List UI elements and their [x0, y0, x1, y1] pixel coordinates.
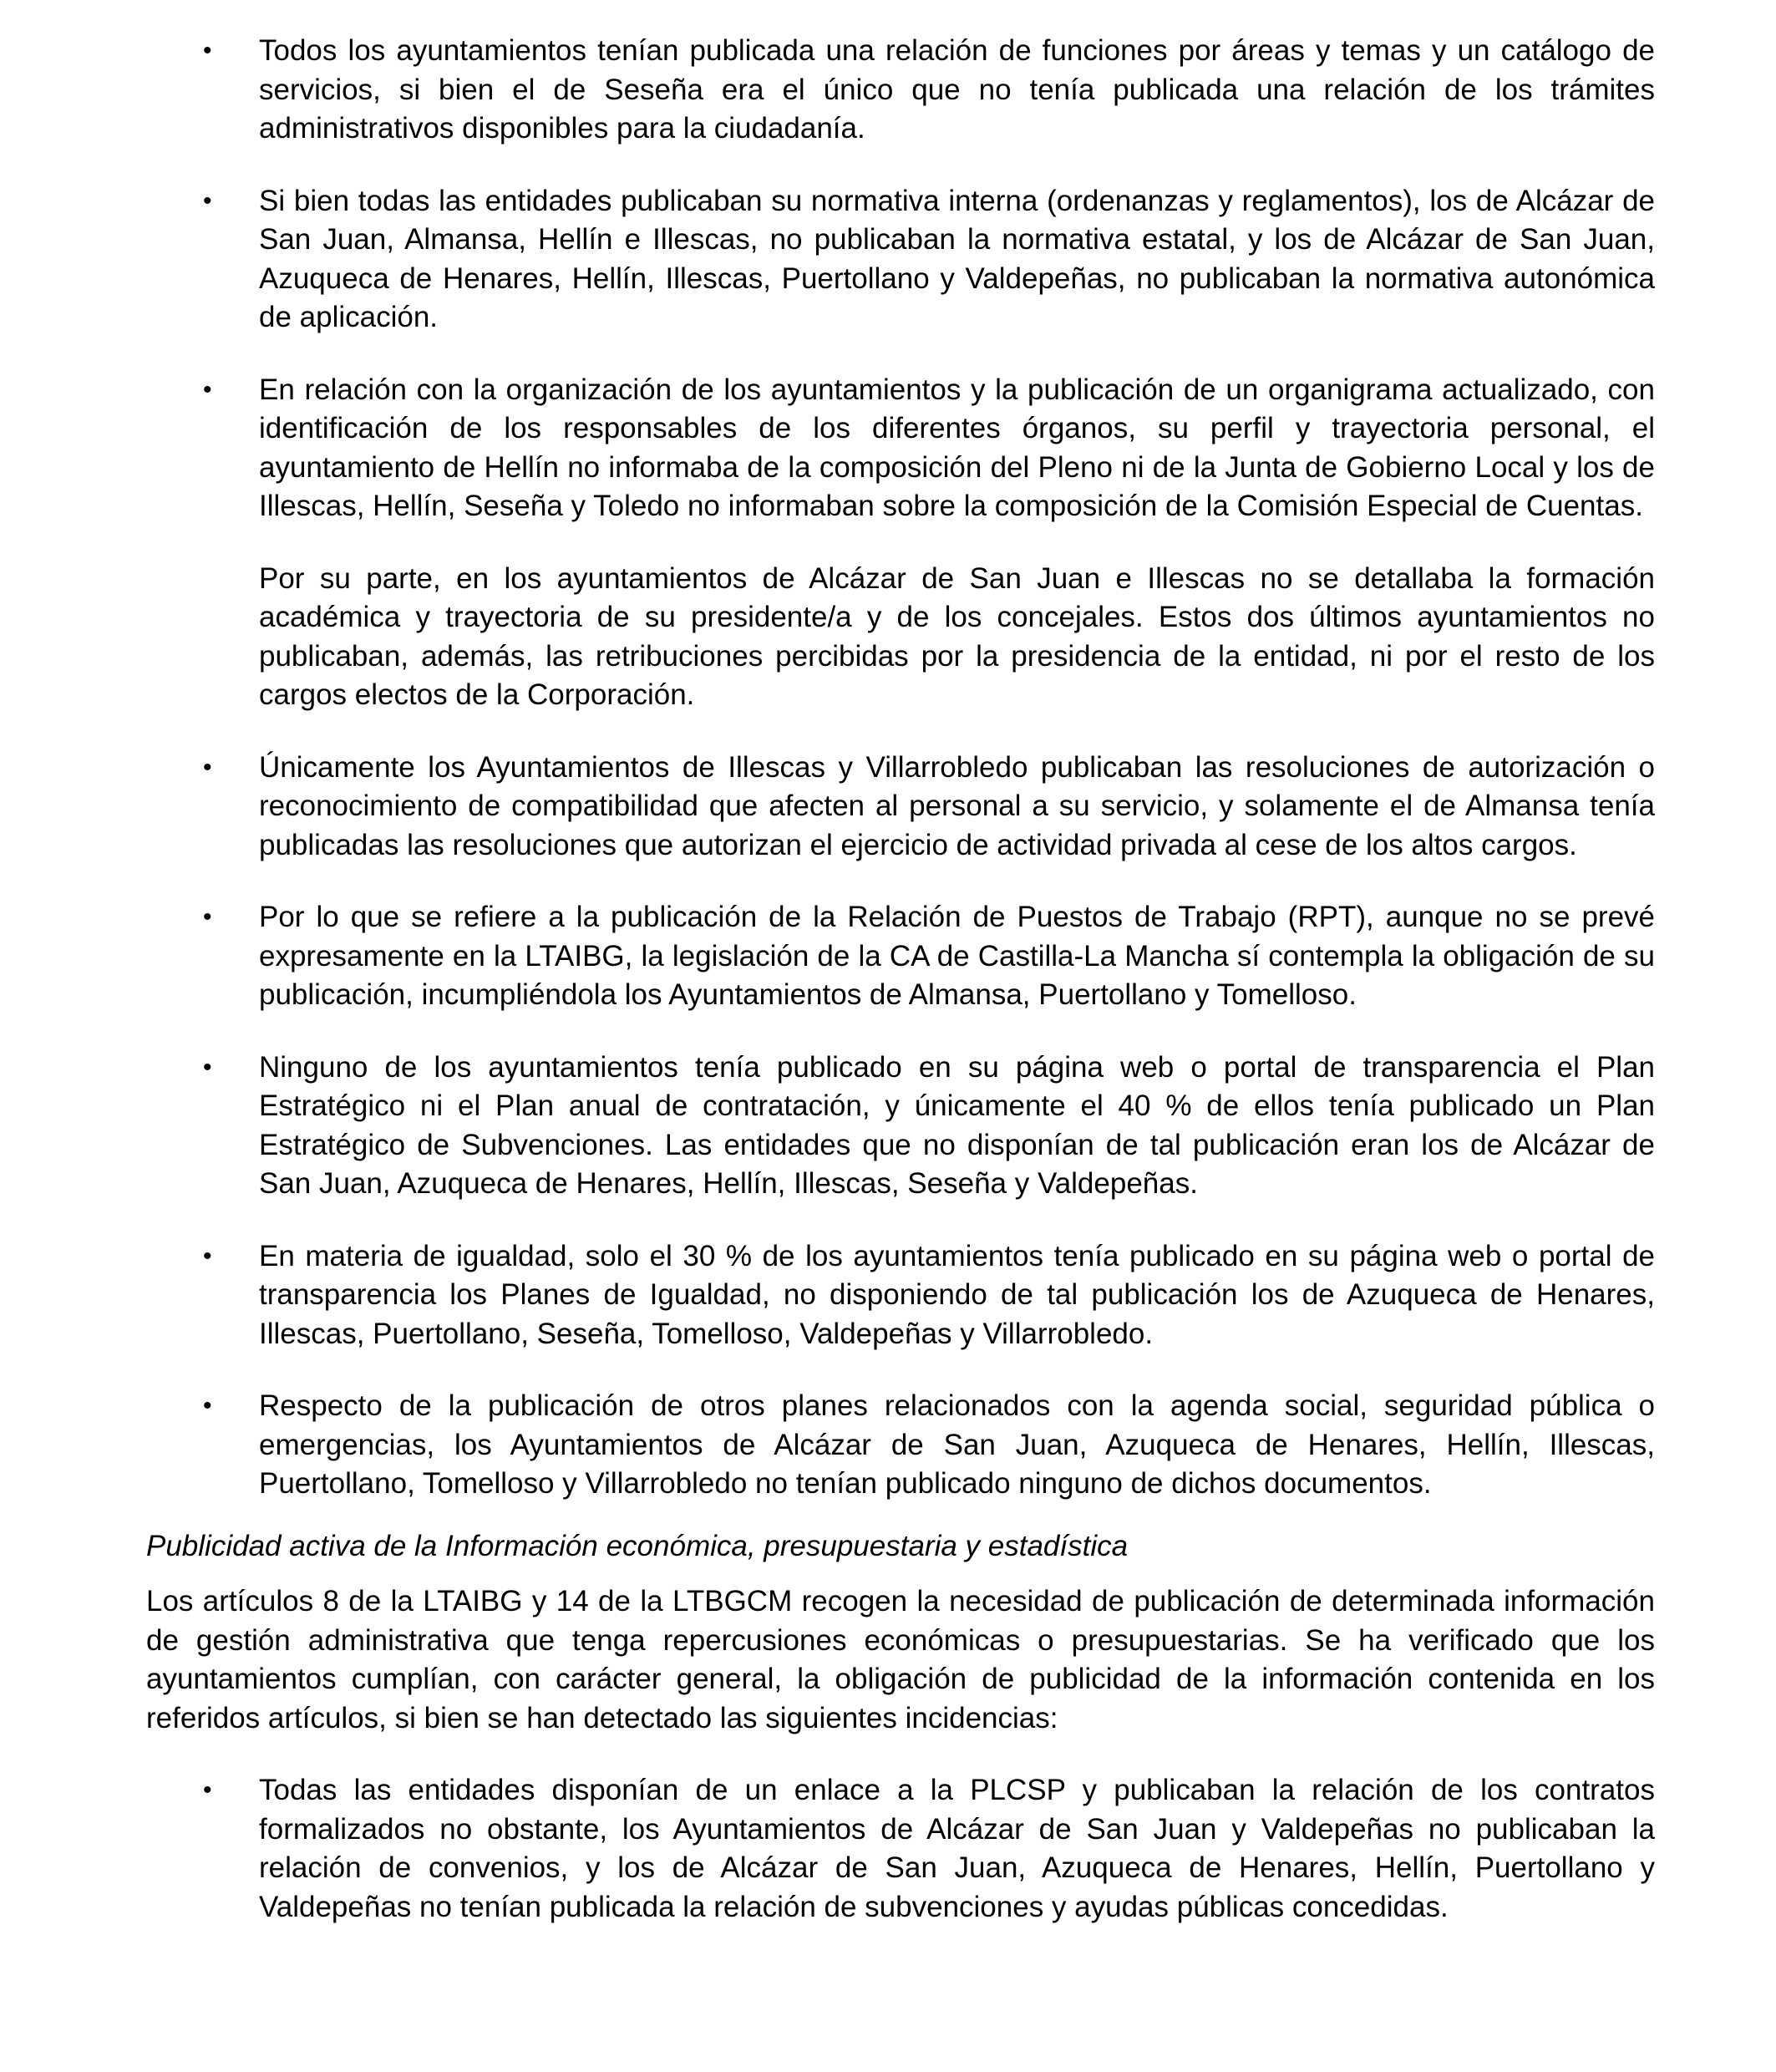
list-item [146, 182, 1655, 338]
list-item-text: Ninguno de los ayuntamientos tenía publicado en su página web o portal de transparencia el Plan Estratégico ni el Plan anual de contratación, y únicamente el 40 % de ellos tenía publicado un Plan Estratégico de Subvenciones. Las entidades que no disponían de tal publicación eran los de Alcázar de San Juan, Azuqueca de Henares, Hellín, Illescas, Seseña y Valdepeñas. [259, 1050, 1655, 1200]
list-item [146, 371, 1655, 715]
bullet-list-2 [146, 1771, 1655, 1927]
section-subheading: Publicidad activa de la Información económica, presupuestaria y estadística [146, 1529, 1129, 1562]
bullet-icon: • [203, 375, 212, 404]
list-item-text: Por lo que se refiere a la publicación de la Relación de Puestos de Trabajo (RPT), aunque no se prevé expresamente en la LTAIBG, la legislación de la CA de Castilla-La Mancha sí contempla la obligación de su publicación, incumpliéndola los Ayuntamientos de Almansa, Puertollano y Tomelloso. [259, 901, 1655, 1011]
bullet-icon: • [203, 1392, 212, 1419]
bullet-icon: • [203, 903, 212, 931]
list-item [146, 749, 1655, 866]
bullet-icon: • [203, 1242, 212, 1270]
list-item [146, 1387, 1655, 1504]
bullet-list-1 [146, 32, 1655, 1504]
list-item-text: Únicamente los Ayuntamientos de Illescas y Villarrobledo publicaban las resoluciones de autorización o reconocimiento de compatibilidad que afecten al personal a su servicio, y solamente el de Almansa tenía publicadas las resoluciones que autorizan el ejercicio de actividad privada al cese de los altos cargos. [259, 750, 1655, 861]
body-paragraph: Los artículos 8 de la LTAIBG y 14 de la LTBGCM recogen la necesidad de publicación de determinada información de gestión administrativa que tenga repercusiones económicas o presupuestarias. Se ha verificado que los ayuntamientos cumplían, con carácter general, la obligación de publicidad de la información contenida en los referidos artículos, si bien se han detectado las siguientes incidencias: [146, 1585, 1655, 1734]
bullet-icon: • [203, 753, 212, 781]
bullet-icon: • [203, 37, 212, 64]
bullet-icon: • [203, 1776, 212, 1804]
list-item-text: En materia de igualdad, solo el 30 % de los ayuntamientos tenía publicado en su página web o portal de transparencia los Planes de Igualdad, no disponiendo de tal publicación los de Azuqueca de Henares, Illescas, Puertollano, Seseña, Tomelloso, Valdepeñas y Villarrobledo. [259, 1239, 1655, 1350]
list-item [146, 898, 1655, 1015]
list-item [146, 1771, 1655, 1927]
list-item-text: Todos los ayuntamientos tenían publicada una relación de funciones por áreas y temas y un catálogo de servicios, si bien el de Seseña era el único que no tenía publicada una relación de los trámites administrativos disponibles para la ciudadanía. [259, 34, 1655, 145]
list-item-continuation-text: Por su parte, en los ayuntamientos de Alcázar de San Juan e Illescas no se detallaba la formación académica y trayectoria de su presidente/a y de los concejales. Estos dos últimos ayuntamientos no publicaban, además, las retribuciones percibidas por la presidencia de la entidad, ni por el resto de los cargos electos de la Corporación. [259, 561, 1655, 711]
list-item [146, 1049, 1655, 1204]
bullet-icon: • [203, 1053, 212, 1081]
list-item-text: Si bien todas las entidades publicaban su normativa interna (ordenanzas y reglamentos), los de Alcázar de San Juan, Almansa, Hellín e Illescas, no publicaban la normativa estatal, y los de Alcázar de San Juan, Azuqueca de Henares, Hellín, Illescas, Puertollano y Valdepeñas, no publicaban la normativa autonómica de aplicación. [259, 184, 1655, 333]
list-item-text: En relación con la organización de los ayuntamientos y la publicación de un organigrama actualizado, con identificación de los responsables de los diferentes órganos, su perfil y trayectoria personal, el ayuntamiento de Hellín no informaba de la composición del Pleno ni de la Junta de Gobierno Local y los de Illescas, Hellín, Seseña y Toledo no informaban sobre la composición de la Comisión Especial de Cuentas. [259, 373, 1655, 522]
bullet-icon: • [203, 186, 212, 215]
list-item-text: Respecto de la publicación de otros planes relacionados con la agenda social, seguridad pública o emergencias, los Ayuntamientos de Alcázar de San Juan, Azuqueca de Henares, Hellín, Illescas, Puertollano, Tomelloso y Villarrobledo no tenían publicado ninguno de dichos documentos. [259, 1389, 1655, 1500]
list-item [146, 1237, 1655, 1354]
list-item [146, 32, 1655, 149]
document-page [146, 32, 1655, 1960]
list-item-text: Todas las entidades disponían de un enlace a la PLCSP y publicaban la relación de los contratos formalizados no obstante, los Ayuntamientos de Alcázar de San Juan y Valdepeñas no publicaban la relación de convenios, y los de Alcázar de San Juan, Azuqueca de Henares, Hellín, Puertollano y Valdepeñas no tenían publicada la relación de subvenciones y ayudas públicas concedidas. [259, 1774, 1655, 1923]
